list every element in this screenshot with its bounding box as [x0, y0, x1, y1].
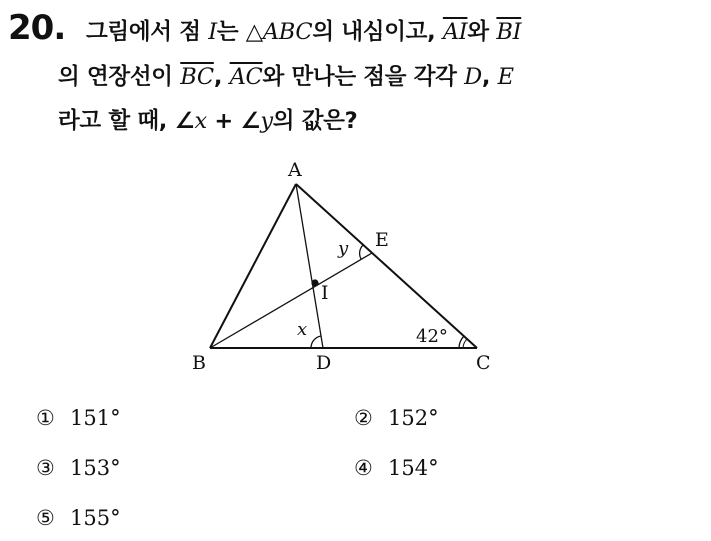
- choice-4[interactable]: [354, 456, 439, 480]
- q1-text-4: 와: [467, 19, 497, 45]
- choice-5[interactable]: [36, 506, 121, 530]
- incenter-dot: [311, 279, 318, 286]
- q2-text-1: 의 연장선이: [58, 64, 181, 90]
- choice-2[interactable]: [354, 406, 439, 430]
- label-a: A: [288, 159, 302, 181]
- label-i: I: [321, 282, 329, 304]
- choice-3-value: 153°: [70, 456, 121, 480]
- choice-2-mark: ②: [354, 406, 373, 430]
- label-e: E: [375, 229, 389, 251]
- q2-comma-1: ,: [213, 64, 230, 90]
- q3-text-1: 라고 할 때, ∠: [58, 108, 195, 134]
- q1-text-1: 그림에서 점: [86, 19, 209, 45]
- choice-5-mark: ⑤: [36, 506, 55, 530]
- label-angle-c: 42°: [416, 326, 448, 347]
- label-angle-x: x: [297, 319, 308, 340]
- choice-2-value: 152°: [388, 406, 439, 430]
- q2-comma-2: ,: [481, 64, 498, 90]
- choice-3[interactable]: [36, 456, 121, 480]
- angle-y-arc: [360, 245, 363, 259]
- label-d: D: [316, 352, 332, 374]
- angle-x-var: x: [194, 108, 207, 134]
- q2-text-2: 와 만나는 점을 각각: [262, 64, 465, 90]
- segment-bc: $\overline{BC}$: [180, 64, 214, 90]
- question-number: 20.: [8, 8, 66, 48]
- choice-3-mark: ③: [36, 456, 55, 480]
- segment-ac: $\overline{AC}$: [229, 64, 263, 90]
- triangle-abc-label: ABC: [262, 19, 313, 45]
- choice-1-mark: ①: [36, 406, 55, 430]
- label-c: C: [476, 352, 491, 374]
- question-line-3: [58, 103, 357, 135]
- point-d-label: D: [464, 64, 482, 90]
- side-ac: [296, 184, 477, 348]
- label-angle-y: y: [338, 238, 349, 259]
- q3-text-2: 의 값은?: [272, 108, 358, 134]
- choice-4-value: 154°: [388, 456, 439, 480]
- point-e-label: E: [497, 64, 514, 90]
- choice-4-mark: ④: [354, 456, 373, 480]
- segment-bi: $\overline{BI}$: [496, 19, 522, 45]
- choice-5-value: 155°: [70, 506, 121, 530]
- question-line-2: [58, 59, 514, 91]
- choice-1-value: 151°: [70, 406, 121, 430]
- angle-y-var: y: [260, 108, 273, 134]
- segment-ai: $\overline{AI}$: [442, 19, 468, 45]
- triangle-figure: [180, 150, 510, 385]
- q3-plus: + ∠: [206, 108, 261, 134]
- question-line-1: [86, 14, 521, 46]
- label-b: B: [192, 352, 206, 374]
- q1-text-3: 의 내심이고,: [312, 19, 443, 45]
- point-i-label: I: [208, 19, 217, 45]
- choice-1[interactable]: [36, 406, 121, 430]
- angle-x-arc: [311, 336, 321, 348]
- q1-text-2: 는 △: [216, 19, 263, 45]
- angle-c-arc-inner: [463, 339, 467, 348]
